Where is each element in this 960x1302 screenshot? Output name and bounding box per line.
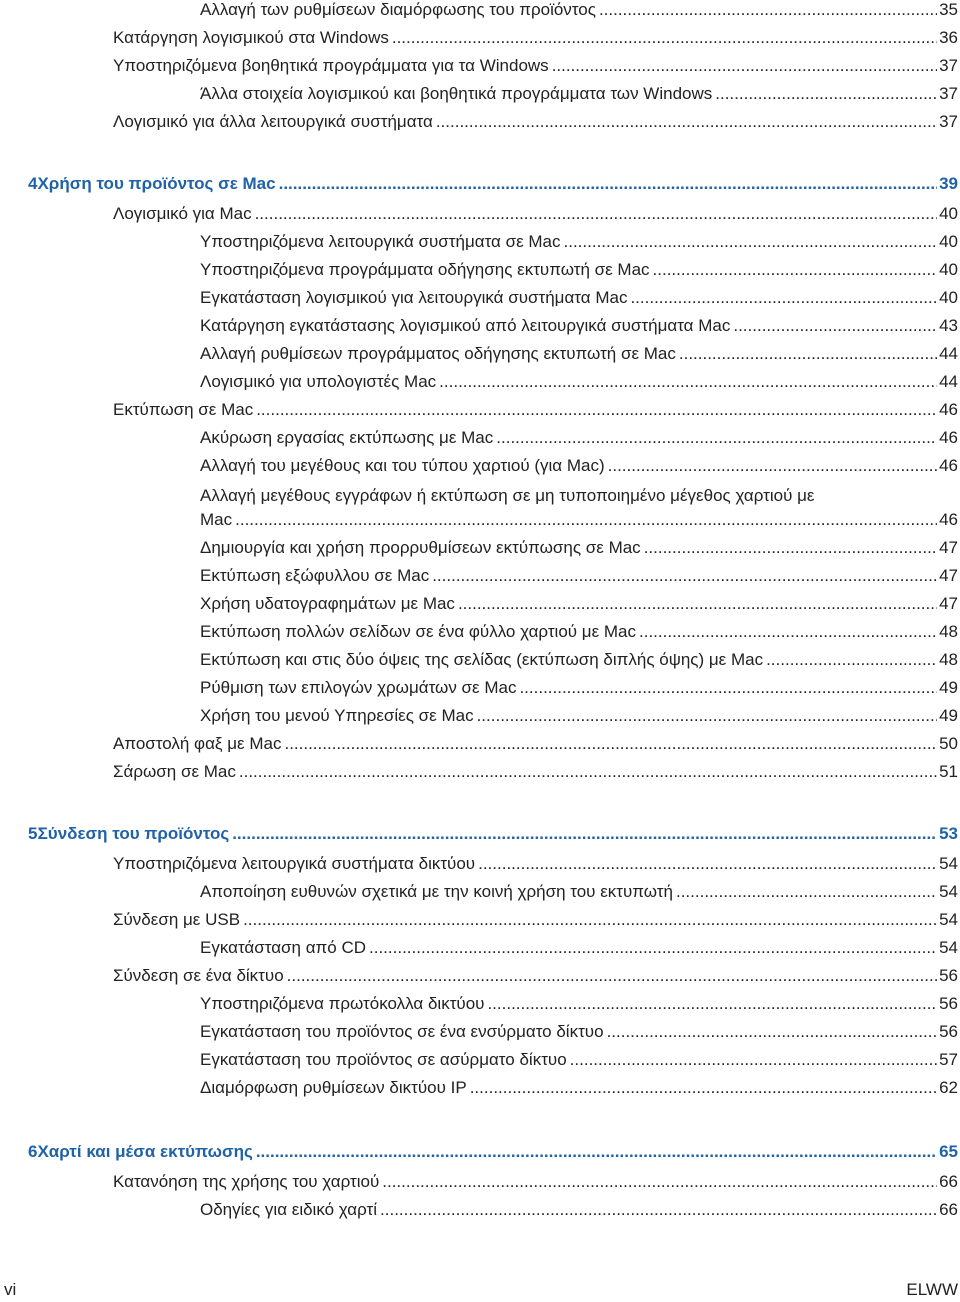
- toc-entry-page: 56: [939, 966, 958, 985]
- toc-entry-page: 44: [939, 372, 958, 391]
- toc-entry[interactable]: [113, 204, 958, 226]
- leader-dots: [243, 910, 937, 930]
- toc-entry-title: Χρήση του μενού Υπηρεσίες σε Mac: [200, 706, 474, 725]
- toc-entry[interactable]: [200, 456, 958, 478]
- toc-entry-page: 44: [939, 344, 958, 363]
- toc-entry-page: 37: [939, 56, 958, 75]
- toc-entry[interactable]: [200, 882, 958, 904]
- toc-entry-title: Mac: [200, 510, 233, 529]
- leader-dots: [256, 1142, 937, 1162]
- toc-entry[interactable]: [200, 484, 958, 532]
- leader-dots: [477, 706, 938, 726]
- toc-entry-title: Χρήση του προϊόντος σε Mac: [37, 174, 276, 193]
- toc-entry[interactable]: [200, 1022, 958, 1044]
- toc-entry-page: 54: [939, 910, 958, 929]
- toc-entry-title: Εκτύπωση σε Mac: [113, 400, 254, 419]
- leader-dots: [653, 260, 938, 280]
- leader-dots: [478, 854, 937, 874]
- leader-dots: [564, 232, 938, 252]
- leader-dots: [733, 316, 937, 336]
- leader-dots: [392, 28, 937, 48]
- toc-entry-title: Οδηγίες για ειδικό χαρτί: [200, 1200, 378, 1219]
- leader-dots: [470, 1078, 937, 1098]
- chapter-number: 6: [28, 1142, 38, 1161]
- leader-dots: [432, 566, 937, 586]
- leader-dots: [380, 1200, 937, 1220]
- toc-entry[interactable]: [113, 966, 958, 988]
- leader-dots: [630, 288, 937, 308]
- toc-entry-page: 40: [939, 260, 958, 279]
- toc-entry-title: Ακύρωση εργασίας εκτύπωσης με Mac: [200, 428, 494, 447]
- leader-dots: [552, 56, 937, 76]
- toc-entry-title: Υποστηριζόμενα λειτουργικά συστήματα σε Mac: [200, 232, 561, 251]
- toc-entry-page: 37: [939, 84, 958, 103]
- toc-entry-page: 66: [939, 1200, 958, 1219]
- toc-entry-title: Αλλαγή του μεγέθους και του τύπου χαρτιού (για Mac): [200, 456, 605, 475]
- toc-entry-page: 47: [939, 594, 958, 613]
- toc-entry-page: 46: [939, 428, 958, 447]
- toc-entry-page: 56: [939, 1022, 958, 1041]
- toc-entry-page: 54: [939, 938, 958, 957]
- toc-entry-page: 46: [939, 400, 958, 419]
- toc-entry-page: 65: [939, 1142, 958, 1161]
- page-number-footer: vi: [4, 1280, 17, 1299]
- toc-entry-title: Εκτύπωση και στις δύο όψεις της σελίδας (εκτύπωση διπλής όψης) με Mac: [200, 650, 764, 669]
- toc-entry[interactable]: [200, 1050, 958, 1072]
- leader-dots: [255, 204, 938, 224]
- toc-entry[interactable]: [200, 344, 958, 366]
- toc-entry-title: Σάρωση σε Mac: [113, 762, 236, 781]
- toc-entry[interactable]: [113, 854, 958, 876]
- toc-entry[interactable]: [200, 538, 958, 560]
- toc-entry-page: 35: [939, 0, 958, 19]
- chapter-number: 5: [28, 824, 38, 843]
- toc-entry-title: Εγκατάσταση του προϊόντος σε ένα ενσύρματο δίκτυο: [200, 1022, 604, 1041]
- leader-dots: [369, 938, 937, 958]
- toc-entry-title: Υποστηριζόμενα προγράμματα οδήγησης εκτυπωτή σε Mac: [200, 260, 650, 279]
- toc-chapter-entry[interactable]: [28, 824, 958, 846]
- toc-entry-title: Αποποίηση ευθυνών σχετικά με την κοινή χρήση του εκτυπωτή: [200, 882, 673, 901]
- toc-entry[interactable]: [200, 84, 958, 106]
- toc-entry[interactable]: [200, 232, 958, 254]
- toc-entry[interactable]: [113, 400, 958, 422]
- toc-entry[interactable]: [200, 622, 958, 644]
- toc-entry[interactable]: [113, 56, 958, 78]
- toc-entry[interactable]: [113, 762, 958, 784]
- toc-entry-page: 62: [939, 1078, 958, 1097]
- chapter-number: 4: [28, 174, 38, 193]
- toc-entry-page: 49: [939, 678, 958, 697]
- toc-entry-page: 40: [939, 232, 958, 251]
- toc-entry-page: 49: [939, 706, 958, 725]
- toc-chapter-entry[interactable]: [28, 1142, 958, 1164]
- toc-entry-title: Εγκατάσταση από CD: [200, 938, 367, 957]
- toc-entry[interactable]: [200, 938, 958, 960]
- toc-entry-title: Υποστηριζόμενα πρωτόκολλα δικτύου: [200, 994, 485, 1013]
- toc-entry-page: 51: [939, 762, 958, 781]
- leader-dots: [599, 0, 937, 20]
- toc-entry[interactable]: [200, 288, 958, 310]
- toc-entry-title: Διαμόρφωση ρυθμίσεων δικτύου IP: [200, 1078, 467, 1097]
- leader-dots: [284, 734, 937, 754]
- leader-dots: [607, 1022, 938, 1042]
- leader-dots: [679, 344, 937, 364]
- toc-entry[interactable]: [200, 566, 958, 588]
- toc-entry[interactable]: [113, 910, 958, 932]
- toc-entry-page: 66: [939, 1172, 958, 1191]
- toc-entry-page: 54: [939, 854, 958, 873]
- toc-entry-page: 48: [939, 650, 958, 669]
- leader-dots: [458, 594, 937, 614]
- toc-entry-page: 53: [939, 824, 958, 843]
- toc-entry-title: Εκτύπωση πολλών σελίδων σε ένα φύλλο χαρτιού με Mac: [200, 622, 637, 641]
- toc-entry-title: Λογισμικό για άλλα λειτουργικά συστήματα: [113, 112, 433, 131]
- toc-entry[interactable]: [200, 1200, 958, 1222]
- toc-entry[interactable]: [113, 112, 958, 134]
- toc-entry-title: Σύνδεση του προϊόντος: [37, 824, 230, 843]
- leader-dots: [487, 994, 937, 1014]
- toc-entry[interactable]: [200, 428, 958, 450]
- leader-dots: [639, 622, 937, 642]
- toc-entry[interactable]: [200, 594, 958, 616]
- leader-dots: [235, 508, 937, 532]
- toc-entry-page: 50: [939, 734, 958, 753]
- toc-entry[interactable]: [200, 372, 958, 394]
- toc-entry-title: Αλλαγή των ρυθμίσεων διαμόρφωσης του προϊόντος: [200, 0, 596, 19]
- document-code-footer: ELWW: [906, 1280, 958, 1299]
- toc-entry[interactable]: [200, 678, 958, 700]
- leader-dots: [608, 456, 937, 476]
- toc-entry-title: Εκτύπωση εξώφυλλου σε Mac: [200, 566, 430, 585]
- toc-entry[interactable]: [113, 28, 958, 50]
- leader-dots: [279, 174, 937, 194]
- toc-entry-title: Εγκατάσταση του προϊόντος σε ασύρματο δίκτυο: [200, 1050, 567, 1069]
- leader-dots: [232, 824, 937, 844]
- toc-entry-page: 40: [939, 204, 958, 223]
- toc-entry-title: Αποστολή φαξ με Mac: [113, 734, 282, 753]
- toc-entry-title: Κατανόηση της χρήσης του χαρτιού: [113, 1172, 380, 1191]
- toc-entry-title: Κατάργηση εγκατάστασης λογισμικού από λειτουργικά συστήματα Mac: [200, 316, 731, 335]
- leader-dots: [570, 1050, 937, 1070]
- leader-dots: [287, 966, 937, 986]
- toc-entry[interactable]: [200, 0, 958, 22]
- leader-dots: [715, 84, 937, 104]
- toc-entry[interactable]: [200, 650, 958, 672]
- toc-entry-title: Δημιουργία και χρήση προρρυθμίσεων εκτύπωσης σε Mac: [200, 538, 641, 557]
- toc-entry-title: Υποστηριζόμενα βοηθητικά προγράμματα για τα Windows: [113, 56, 549, 75]
- toc-entry-title: Εγκατάσταση λογισμικού για λειτουργικά συστήματα Mac: [200, 288, 628, 307]
- leader-dots: [382, 1172, 937, 1192]
- toc-entry-title: Χρήση υδατογραφημάτων με Mac: [200, 594, 455, 613]
- toc-chapter-entry[interactable]: [28, 174, 958, 196]
- toc-entry[interactable]: [200, 994, 958, 1016]
- toc-entry-title: Άλλα στοιχεία λογισμικού και βοηθητικά προγράμματα των Windows: [200, 84, 713, 103]
- toc-entry-page: 46: [939, 510, 958, 529]
- toc-entry-page: 37: [939, 112, 958, 131]
- toc-entry-title: Κατάργηση λογισμικού στα Windows: [113, 28, 389, 47]
- toc-entry-page: 36: [939, 28, 958, 47]
- toc-entry[interactable]: [200, 316, 958, 338]
- toc-entry-page: 46: [939, 456, 958, 475]
- toc-entry-page: 54: [939, 882, 958, 901]
- leader-dots: [256, 400, 937, 420]
- leader-dots: [496, 428, 937, 448]
- leader-dots: [519, 678, 937, 698]
- toc-entry[interactable]: [113, 734, 958, 756]
- leader-dots: [766, 650, 937, 670]
- toc-entry-page: 56: [939, 994, 958, 1013]
- toc-entry-title: Υποστηριζόμενα λειτουργικά συστήματα δικτύου: [113, 854, 476, 873]
- toc-entry-title: Λογισμικό για Mac: [113, 204, 252, 223]
- toc-entry-title: Χαρτί και μέσα εκτύπωσης: [37, 1142, 253, 1161]
- toc-entry-page: 47: [939, 538, 958, 557]
- toc-entry[interactable]: [200, 260, 958, 282]
- toc-entry[interactable]: [200, 1078, 958, 1100]
- leader-dots: [239, 762, 937, 782]
- toc-entry-title: Ρύθμιση των επιλογών χρωμάτων σε Mac: [200, 678, 517, 697]
- toc-entry[interactable]: [200, 706, 958, 728]
- toc-entry-title: Σύνδεση σε ένα δίκτυο: [113, 966, 284, 985]
- toc-entry-title: Αλλαγή μεγέθους εγγράφων ή εκτύπωση σε μη τυποποιημένο μέγεθος χαρτιού με: [200, 486, 815, 505]
- toc-entry-page: 43: [939, 316, 958, 335]
- toc-entry[interactable]: [113, 1172, 958, 1194]
- leader-dots: [439, 372, 937, 392]
- toc-entry-page: 57: [939, 1050, 958, 1069]
- toc-entry-page: 47: [939, 566, 958, 585]
- leader-dots: [676, 882, 937, 902]
- toc-entry-title: Λογισμικό για υπολογιστές Mac: [200, 372, 437, 391]
- leader-dots: [436, 112, 937, 132]
- toc-entry-page: 40: [939, 288, 958, 307]
- leader-dots: [644, 538, 937, 558]
- toc-entry-page: 39: [939, 174, 958, 193]
- toc-entry-title: Αλλαγή ρυθμίσεων προγράμματος οδήγησης εκτυπωτή σε Mac: [200, 344, 676, 363]
- toc-entry-title: Σύνδεση με USB: [113, 910, 241, 929]
- toc-entry-page: 48: [939, 622, 958, 641]
